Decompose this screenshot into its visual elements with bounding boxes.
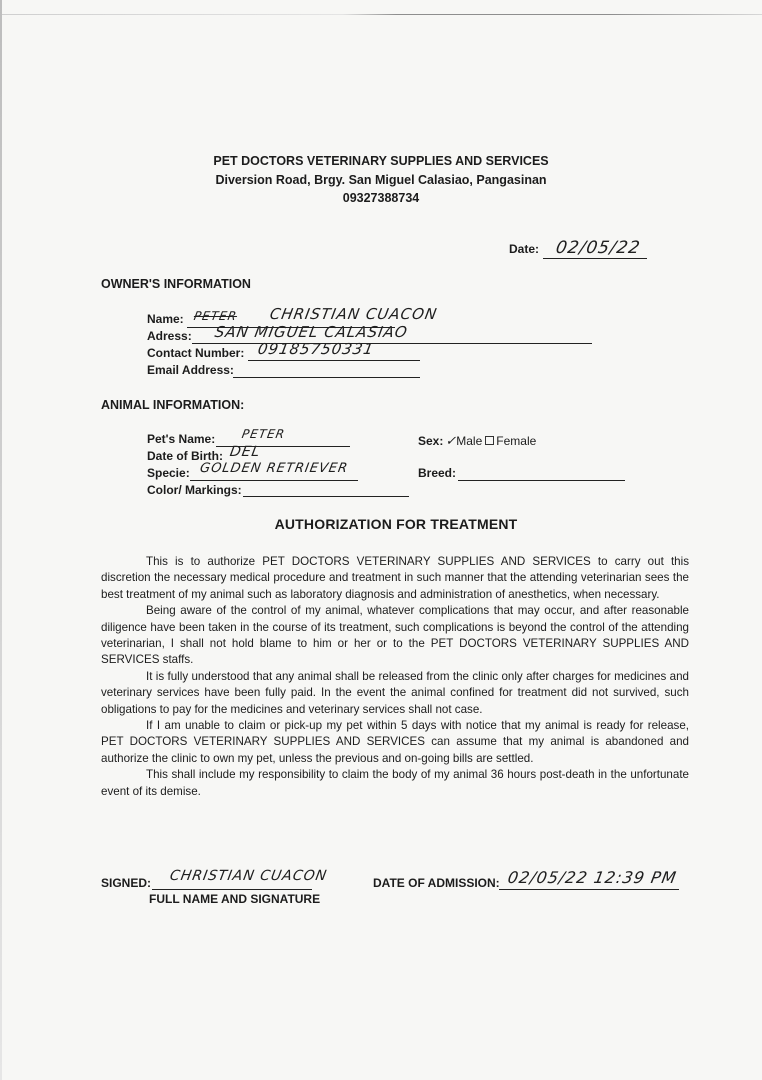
owner-name-value: CHRISTIAN CUACON	[268, 305, 439, 323]
admission-value: 02/05/22 12:39 PM	[506, 868, 679, 887]
pet-name-label: Pet's Name:	[147, 432, 216, 446]
breed-label: Breed:	[418, 466, 457, 480]
breed-line	[458, 480, 625, 481]
paragraph: This is to authorize PET DOCTORS VETERINARY SUPPLIES AND SERVICES to carry out this discretion the necessary medical procedure and treatment in such manner that the attending veterinarian sees the best treatment of my animal such as laboratory diagnosis and administration of anesthetics, when necessary.	[101, 555, 689, 601]
specie-value: GOLDEN RETRIEVER	[198, 461, 350, 476]
owner-address-line	[192, 343, 592, 344]
owner-contact-line	[248, 360, 420, 361]
date-value: 02/05/22	[554, 238, 643, 258]
signature-value: CHRISTIAN CUACON	[168, 868, 329, 884]
sex-option-female: Female	[496, 434, 537, 448]
owner-address-value: SAN MIGUEL CALASIAO	[213, 323, 410, 341]
paragraph: It is fully understood that any animal shall be released from the clinic only after charges for medicines and veterinary services have been fully paid. In the event the animal confined for treatment did not survived, such obligations to pay for the medicines and veterinary services shall not case.	[101, 669, 689, 716]
clinic-address: Diversion Road, Brgy. San Miguel Calasiao, Pangasinan	[215, 173, 547, 187]
owner-heading: OWNER'S INFORMATION	[101, 277, 251, 291]
pet-name-value: PETER	[240, 427, 287, 441]
sex-option-male: Male	[456, 434, 483, 448]
paragraph: Being aware of the control of my animal, whatever complications that may occur, and after reasonable diligence have been taken in the course of its treatment, such complications is beyond the control of the attending veterinarian, I shall not hold blame to him or her or to the PET DOCTORS VETERINARY SUPPLIES AND SERVICES staffs.	[101, 604, 689, 667]
owner-email-line	[233, 377, 420, 378]
admission-line	[499, 889, 679, 890]
owner-name-struck: PETER	[192, 309, 239, 323]
date-label: Date:	[509, 242, 540, 256]
sex-label: Sex:	[418, 434, 444, 448]
clinic-phone: 09327388734	[342, 191, 420, 205]
owner-email-label: Email Address:	[147, 363, 234, 377]
sex-female-checkbox	[485, 436, 494, 445]
owner-name-label: Name:	[147, 312, 184, 326]
scan-edge-top	[0, 14, 762, 15]
signature-caption: FULL NAME AND SIGNATURE	[149, 892, 321, 906]
owner-contact-label: Contact Number:	[147, 346, 245, 360]
paragraph: If I am unable to claim or pick-up my pet within 5 days with notice that my animal is ready for release, PET DOCTORS VETERINARY SUPPLIES AND SERVICES can assume that my animal is abandoned and authorize the clinic to own my pet, unless the previous and on-going bills are settled.	[101, 719, 689, 765]
authorization-body	[101, 554, 689, 800]
clinic-name: PET DOCTORS VETERINARY SUPPLIES AND SERVICES	[213, 154, 549, 168]
paragraph: This shall include my responsibility to claim the body of my animal 36 hours post-death in the unfortunate event of its demise.	[101, 768, 689, 798]
owner-contact-value: 09185750331	[256, 340, 376, 358]
date-line	[543, 258, 647, 259]
dob-value: DEL	[228, 444, 262, 460]
owner-address-label: Adress:	[147, 329, 192, 343]
animal-heading: ANIMAL INFORMATION:	[101, 398, 245, 412]
admission-label: DATE OF ADMISSION:	[373, 876, 500, 890]
specie-line	[190, 480, 358, 481]
signed-label: SIGNED:	[101, 876, 152, 890]
sex-mark: ✓	[445, 433, 457, 448]
specie-label: Specie:	[147, 466, 190, 480]
dob-label: Date of Birth:	[147, 449, 223, 463]
color-label: Color/ Markings:	[147, 483, 242, 497]
authorization-title: AUTHORIZATION FOR TREATMENT	[274, 516, 518, 532]
color-line	[243, 496, 409, 497]
signature-line	[152, 889, 312, 890]
sex-field	[418, 432, 536, 450]
